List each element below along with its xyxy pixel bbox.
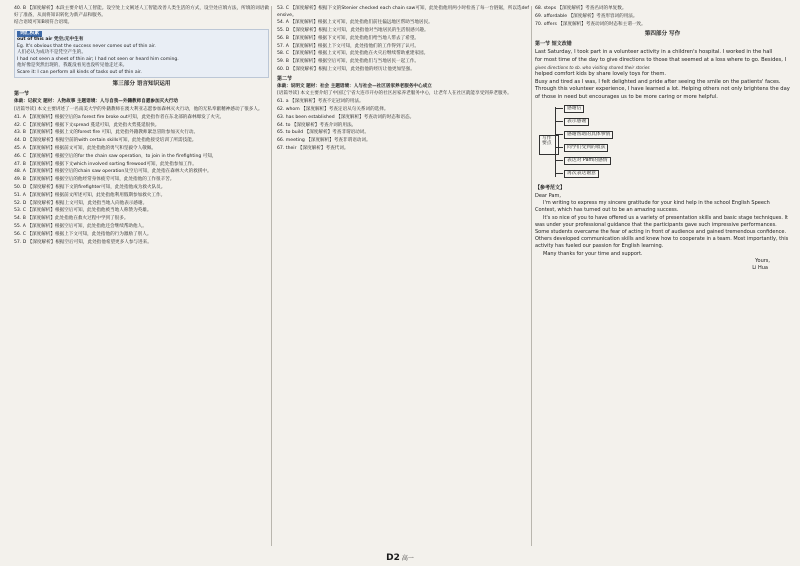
column-1 xyxy=(14,6,269,247)
answer-item: 54. B 【深度解析】此处指他在救火过程中学到了很多。 xyxy=(14,216,129,222)
answer-item: 67. their 【深度解析】考查代词。 xyxy=(277,145,349,151)
answer-item: 46. C 【深度解析】根据空后的for the chain saw operation，to join in the firefighting 可知， xyxy=(14,153,217,159)
answer-item: 56. B 【深度解析】根据下文可知，此处指他们给当地人带去了希望。 xyxy=(277,35,420,41)
part2-intro: [语篇导读] 本文主要介绍了中国辽宁省大连市开办的社区居家养老服务中心，让老年人在社区就能享受到养老服务。 xyxy=(277,91,512,97)
essay-line: Busy and tired as I was, I felt delighted and pride after seeing the smile on the patients' faces. xyxy=(535,78,781,85)
answer-item: 53. C 【深度解析】根据下文的Stenier checked each chain saw可知，此处指他用两小时检查了每一台链锯，所以选defensive。 xyxy=(277,6,529,18)
mind-map-node: 同学们受到的收获 xyxy=(564,144,608,152)
answer-item: 52. D 【深度解析】根据上文可知，此处指当地人向他表示感谢。 xyxy=(14,200,148,206)
answer-item: 43. B 【深度解析】根据上文的forest fire 可知，此处指外籍教师紧急冒险参加灭火行动。 xyxy=(14,130,199,136)
column-3 xyxy=(535,6,790,272)
answer-item: 41. A 【深度解析】根据空后的a forest fire broke out可知，此处指作者在东北部的森林爆发了火灾。 xyxy=(14,114,225,120)
vocab-line: 他好像是突然出现的，我既没看见也没听见他走过来。 xyxy=(17,63,128,69)
vocab-line: out of this air 凭空;无中生有 xyxy=(17,37,84,43)
answer-item: 58. C 【深度解析】根据上文可知，此处指他在火灾后继续帮助重建家园。 xyxy=(277,51,429,57)
answer-item: 64. to 【深度解析】考查介词的用法。 xyxy=(277,122,357,128)
mind-map xyxy=(539,103,790,183)
answer-item: 68. steps 【深度解析】考查名词的单复数。 xyxy=(535,6,627,11)
section-title: 第三部分 语言知识运用 xyxy=(112,81,171,88)
essay-line: helped comfort kids by share lovely toys for them. xyxy=(535,71,667,78)
answer-item: 45. A 【深度解析】根据前文可知，此处指他的勇气和坚毅令人敬佩。 xyxy=(14,146,156,152)
answer-item: 47. B 【深度解析】根据下文which involved sorting firewood可知，此处指参加工作。 xyxy=(14,161,197,167)
answer-item: 60. D 【深度解析】根据上文可知，此处指他的经历让他更加坚强。 xyxy=(277,67,415,73)
answer-item: 49. B 【深度解析】根据空后的他经常身体疲劳可知，此处指他的工作很辛苦。 xyxy=(14,177,175,183)
part1-title: 第一节 xyxy=(14,91,30,98)
part1-subtitle: 体裁：记叙文 题材：人物故事 主题语境：人与自我—外籍教师自愿参加灭火行动 xyxy=(14,99,178,105)
mind-map-node: 感谢信 xyxy=(564,105,584,113)
vocab-line: I had not seen a sheet of thin air; I had not seen or heard him coming. xyxy=(17,56,179,62)
answer-item: 57. A 【深度解析】根据上下文可知，此处指他们的工作得到了认可。 xyxy=(277,43,419,49)
answer-item: 44. D 【深度解析】根据空前的with certain skills可知，此处指他接受培训了所需技能。 xyxy=(14,138,197,144)
essay-line: for most time of the day to give directions to those that seemed at a loss where to go. Besides, I xyxy=(535,56,787,63)
item-40: 40. B 【深度解析】本段主要介绍人工智能。设空处上文阐述人工智能改善人类生活的方式，设空处应填方法，所填的词语做好了准备，从而将知识转化为新产品和服务。 xyxy=(14,6,269,18)
answer-item: 62. whom 【深度解析】考查定语从句关系词的选择。 xyxy=(277,106,389,112)
vocab-title: 词汇积累 xyxy=(17,31,42,38)
mind-map-branch xyxy=(555,121,563,122)
answer-item: 59. B 【深度解析】根据空后可知，此处指他们与当地居民一起工作。 xyxy=(277,59,420,65)
column-divider xyxy=(271,6,272,546)
mind-map-branch xyxy=(555,173,563,174)
vocab-line: Eg. It's obvious that the success never comes out of thin air. xyxy=(17,43,156,49)
mind-map-node: 表示感谢 xyxy=(564,118,589,126)
answer-item: 55. D 【深度解析】根据上文可知，此处指他对当地居民的生活很感兴趣。 xyxy=(277,28,429,34)
answer-item: 50. D 【深度解析】根据下文的firefighter可知，此处指他成为救火队员。 xyxy=(14,185,166,191)
mind-map-branch xyxy=(555,147,563,148)
answer-item: 55. A 【深度解析】根据空后可知，此处指他还会继续帮助他人。 xyxy=(14,224,147,230)
essay-line: Through this volunteer experience, I have learned a lot. Helping others not only brightens the day of those in need but encourages us to be more caring or more helpful. xyxy=(535,86,790,100)
answer-item: 63. has been established 【深度解析】考查动词的时态和语态。 xyxy=(277,114,415,120)
answer-item: 69. affordable 【深度解析】考查形容词的用法。 xyxy=(535,13,638,19)
vocab-line: 人们必认为成功不是凭空产生的。 xyxy=(17,50,86,56)
letter-paragraph: It's so nice of you to have offered us a variety of presentation skills and basic stage techniques. It was under your professional guidance that the participants gave such impressive performances. Some students overcame the fear of acting in front of audience and gained tremendous confidence. Others developed communication skills and knew how to cooperate in a team. Most importantly, this activity has fueled our passion for English learning. xyxy=(535,214,789,250)
mind-map-node: 表达对 Pam的感情 xyxy=(564,157,611,165)
answer-item: 61. a 【深度解析】考查不定冠词的用法。 xyxy=(277,99,364,105)
part1-intro: [语篇导读] 本文主要讲述了一名南美大学的外籍教师在澳大利亚志愿参加森林灭火行动，他的无私奉献精神感动了很多人。 xyxy=(14,107,263,113)
page-number: D2 xyxy=(386,553,400,563)
part2-subtitle: 体裁：说明文 题材：社会 主题语境：人与社会—社区居家养老服务中心成立 xyxy=(277,83,432,89)
answer-item: 70. offers 【深度解析】考查动词的时态和主谓一致。 xyxy=(535,21,646,27)
mind-map-branch xyxy=(555,134,563,135)
mind-map-node: 感谢帮助的具体事情 xyxy=(564,131,613,139)
letter-closing: Yours, xyxy=(755,257,770,264)
page-footer xyxy=(0,553,800,563)
mind-map-branch xyxy=(555,108,563,109)
letter-signature: Li Hua xyxy=(752,264,768,271)
letter-paragraph: Many thanks for your time and support. xyxy=(543,250,643,257)
answer-item: 48. A 【深度解析】根据空后的chain saw operation及空后可知，此处指在森林大火的救援中。 xyxy=(14,169,212,175)
essay-line: Last Saturday, I took part in a volunteer activity in a children's hospital. I worked in the hall xyxy=(535,49,773,56)
column-divider xyxy=(531,6,532,546)
answer-item: 57. D 【深度解析】根据空后可知，此处指他希望更多人参与进来。 xyxy=(14,239,152,245)
letter-greeting: Dear Pam, xyxy=(535,192,561,199)
answer-item: 51. A 【深度解析】根据前文所述可知，此处指他利用假期参加救火工作。 xyxy=(14,192,166,198)
page-subtitle: 高一 xyxy=(401,555,414,562)
handwritten-correction: gives directions to sb. who visiting shared their stories xyxy=(535,64,650,70)
column-2 xyxy=(277,6,529,154)
essay-title: 第一节 短文改错 xyxy=(535,41,572,48)
answer-item: 42. C 【深度解析】根据下文spread 蔓延可知，此处指火势蔓延很快。 xyxy=(14,122,160,128)
answer-item: 56. C 【深度解析】根据上下文可知，此处指他的行为激励了别人。 xyxy=(14,231,152,237)
vocab-box xyxy=(14,29,269,79)
letter-paragraph: I'm writing to express my sincere gratitude for your kind help in the school English Speech Contest, which has turned out to be an amazing success. xyxy=(535,200,770,214)
answer-item: 53. C 【深度解析】根据空后可知，此处指他被当地人称赞为英雄。 xyxy=(14,208,152,214)
mind-map-node: 再次表达谢意 xyxy=(564,170,599,178)
part2-title: 第二节 xyxy=(277,75,293,82)
mind-map-center: 写作要点 xyxy=(539,135,559,155)
answer-item: 54. A 【深度解析】根据上文可知，此处指他们前往偏远地区帮助当地居民。 xyxy=(277,20,433,26)
mind-map-connector xyxy=(555,107,556,177)
answer-item: 65. to build 【深度解析】考查非谓语动词。 xyxy=(277,130,369,136)
mind-map-branch xyxy=(555,160,563,161)
item-40-cont: 结合语境可知B项符合语境。 xyxy=(14,20,73,26)
answer-item: 66. meeting 【深度解析】考查非谓语动词。 xyxy=(277,138,371,144)
reference-title: 【参考范文】 xyxy=(535,184,566,191)
vocab-line: Scare it: I can perform all kinds of tasks out of thin air. xyxy=(17,69,142,75)
section-title: 第四部分 写作 xyxy=(644,31,681,38)
